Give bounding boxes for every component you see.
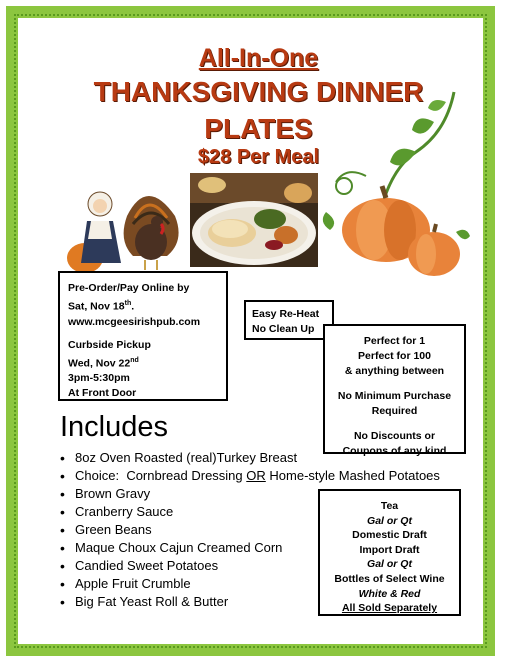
list-item: • Maque Choux Cajun Creamed Corn: [60, 539, 440, 557]
turkey-dinner-plate-photo: [190, 173, 318, 267]
discount-line-2: Coupons of any kind: [342, 445, 447, 457]
pickup-location: At Front Door: [68, 387, 137, 399]
minimum-line-2: Required: [371, 405, 418, 417]
tea-size: Gal or Qt: [367, 514, 412, 527]
perfect-for-box: [323, 324, 466, 457]
pilgrim-turkey-illustration: [65, 176, 185, 276]
drinks-box: [318, 489, 461, 616]
wine-label: Bottles of Select Wine: [334, 572, 445, 585]
title-plates: PLATES: [204, 113, 313, 144]
includes-heading: Includes: [60, 411, 169, 443]
price-per-meal: $28 Per Meal: [197, 146, 320, 168]
order-pickup-box: [58, 271, 228, 401]
import-draft-label: Import Draft: [359, 543, 420, 556]
title-all-in-one: All-In-One: [198, 44, 319, 72]
draft-size: Gal or Qt: [367, 558, 412, 571]
domestic-draft-label: Domestic Draft: [352, 529, 427, 542]
minimum-line-1: No Minimum Purchase: [337, 390, 452, 402]
website-url: www.mcgeesirishpub.com: [68, 315, 201, 328]
list-item: • 8oz Oven Roasted (real)Turkey Breast: [60, 449, 440, 467]
pickup-time: 3pm-5:30pm: [68, 372, 130, 384]
sold-separately-note: All Sold Separately: [341, 602, 438, 615]
pumpkin-vine-illustration: [316, 82, 476, 282]
order-line-2: Sat, Nov 18th.: [68, 300, 135, 313]
perfect-line-1: Perfect for 1: [363, 335, 426, 347]
list-item: • Green Beans: [60, 521, 440, 539]
pickup-date: Wed, Nov 22nd: [68, 356, 139, 369]
list-item: • Cranberry Sauce: [60, 503, 440, 521]
list-item: • Apple Fruit Crumble: [60, 575, 440, 593]
tea-label: Tea: [380, 500, 399, 512]
list-item: • Brown Gravy: [60, 485, 440, 503]
list-item: • Candied Sweet Potatoes: [60, 557, 440, 575]
no-clean-up-line: No Clean Up: [252, 323, 315, 335]
perfect-line-2: Perfect for 100: [358, 350, 431, 362]
order-line-1: Pre-Order/Pay Online by: [68, 282, 190, 294]
list-item: • Big Fat Yeast Roll & Butter: [60, 593, 440, 611]
wine-type: White & Red: [358, 587, 421, 600]
list-item-choice: • Choice: Cornbread Dressing OR Home-style Mashed Potatoes: [60, 467, 440, 485]
reheat-box: [244, 300, 334, 340]
pickup-label: Curbside Pickup: [68, 338, 151, 351]
discount-line-1: No Discounts or: [353, 430, 436, 442]
perfect-line-3: & anything between: [344, 365, 445, 377]
reheat-line: Easy Re-Heat: [252, 308, 320, 320]
title-thanksgiving-dinner: THANKSGIVING DINNER: [93, 76, 424, 107]
